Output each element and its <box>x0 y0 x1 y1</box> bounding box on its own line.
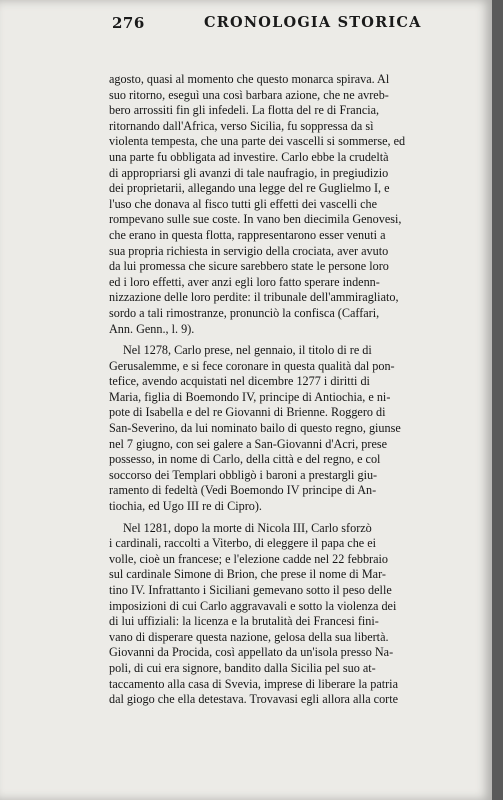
paragraph <box>109 72 459 337</box>
text-line: possesso, in nome di Carlo, della città e del regno, e col <box>109 452 381 467</box>
page-header <box>112 14 472 38</box>
text-line: violenta tempesta, che una parte dei vascelli si sommerse, ed <box>109 134 406 149</box>
text-line: rompevano sulle sue coste. In vano ben diecimila Genovesi, <box>109 212 402 227</box>
text-line: tefice, avendo acquistati nel dicembre 1277 i diritti di <box>109 374 370 389</box>
text-line: Maria, figlia di Boemondo IV, principe di Antiochia, e ni- <box>109 389 391 404</box>
text-line: poli, di cui era signore, bandito dalla Sicilia pel suo at- <box>109 660 376 675</box>
text-line: da lui promessa che sicure sarebbero state le persone loro <box>109 259 389 274</box>
text-line: ramento di fedeltà (Vedi Boemondo IV principe di An- <box>109 483 377 498</box>
text-line: suo ritorno, eseguì una così barbara azione, che ne avreb- <box>109 87 389 102</box>
text-line: nizzazione delle loro perdite: il tribunale dell'ammiragliato, <box>109 290 399 305</box>
text-line: i cardinali, raccolti a Viterbo, di eleggere il papa che ei <box>109 536 377 551</box>
text-line: sul cardinale Simone di Brion, che prese il nome di Mar- <box>109 567 386 582</box>
text-line: ed i loro effetti, aver anzi egli loro fatto sperare indenn- <box>109 274 380 289</box>
text-line: sua propria richiesta in servigio della crociata, aver avuto <box>109 243 389 258</box>
text-line: Gerusalemme, e si fece coronare in questa qualità dal pon- <box>109 358 395 373</box>
body-text <box>109 72 459 708</box>
page-number: 276 <box>112 14 145 32</box>
paragraph <box>109 521 459 708</box>
running-title: CRONOLOGIA STORICA <box>204 14 422 31</box>
text-line: volle, cioè un francese; e l'elezione cadde nel 22 febbraio <box>109 551 388 566</box>
paragraph <box>109 343 459 515</box>
text-line: nel 7 giugno, con sei galere a San-Giovanni d'Acri, prese <box>109 436 388 451</box>
text-line: agosto, quasi al momento che questo monarca spirava. Al <box>109 72 390 86</box>
text-line: Nel 1281, dopo la morte di Nicola III, Carlo sforzò <box>123 520 372 535</box>
text-line: tino IV. Infrattanto i Siciliani gemevano sotto il peso delle <box>109 583 392 597</box>
text-line: Ann. Genn., l. 9). <box>109 321 195 336</box>
text-line: che erano in questa flotta, rappresentarono esser venuti a <box>109 227 386 242</box>
text-line: dal giogo che ella detestava. Trovavasi egli allora alla corte <box>109 692 399 707</box>
text-line: Giovanni da Procida, così appellato da un'isola presso Na- <box>109 645 394 660</box>
text-line: sordo a tali rimostranze, pronunciò la confisca (Caffari, <box>109 305 380 320</box>
text-line: imposizioni di cui Carlo aggravavali e sotto la violenza dei <box>109 598 397 613</box>
text-line: taccamento alla casa di Svevia, imprese di liberare la patria <box>109 676 398 691</box>
text-line: tiochia, ed Ugo III re di Cipro). <box>109 499 262 514</box>
text-line: l'uso che donava al fisco tutti gli effetti dei vascelli che <box>109 196 377 211</box>
text-line: ritornando dall'Africa, verso Sicilia, fu soppressa da sì <box>109 118 374 133</box>
text-line: bero arrossiti fin gli infedeli. La flotta del re di Francia, <box>109 103 380 118</box>
text-line: di lui uffiziali: la licenza e la brutalità dei Francesi fini- <box>109 614 379 629</box>
text-line: di appropriarsi gli avanzi di tale naufragio, in pregiudizio <box>109 165 389 180</box>
text-line: soccorso dei Templari obbligò i baroni a prestargli giu- <box>109 467 378 482</box>
text-line: dei proprietarii, allegando una legge del re Guglielmo I, e <box>109 181 390 196</box>
text-line: San-Severino, da lui nominato bailo di questo regno, giunse <box>109 421 401 436</box>
text-line: pote di Isabella e del re Giovanni di Brienne. Roggero di <box>109 405 386 420</box>
text-line: una parte fu obbligata ad investire. Carlo ebbe la crudeltà <box>109 149 389 164</box>
text-line: Nel 1278, Carlo prese, nel gennaio, il titolo di re di <box>123 343 372 358</box>
text-line: vano di disperare questa nazione, gelosa della sua libertà. <box>109 629 389 644</box>
